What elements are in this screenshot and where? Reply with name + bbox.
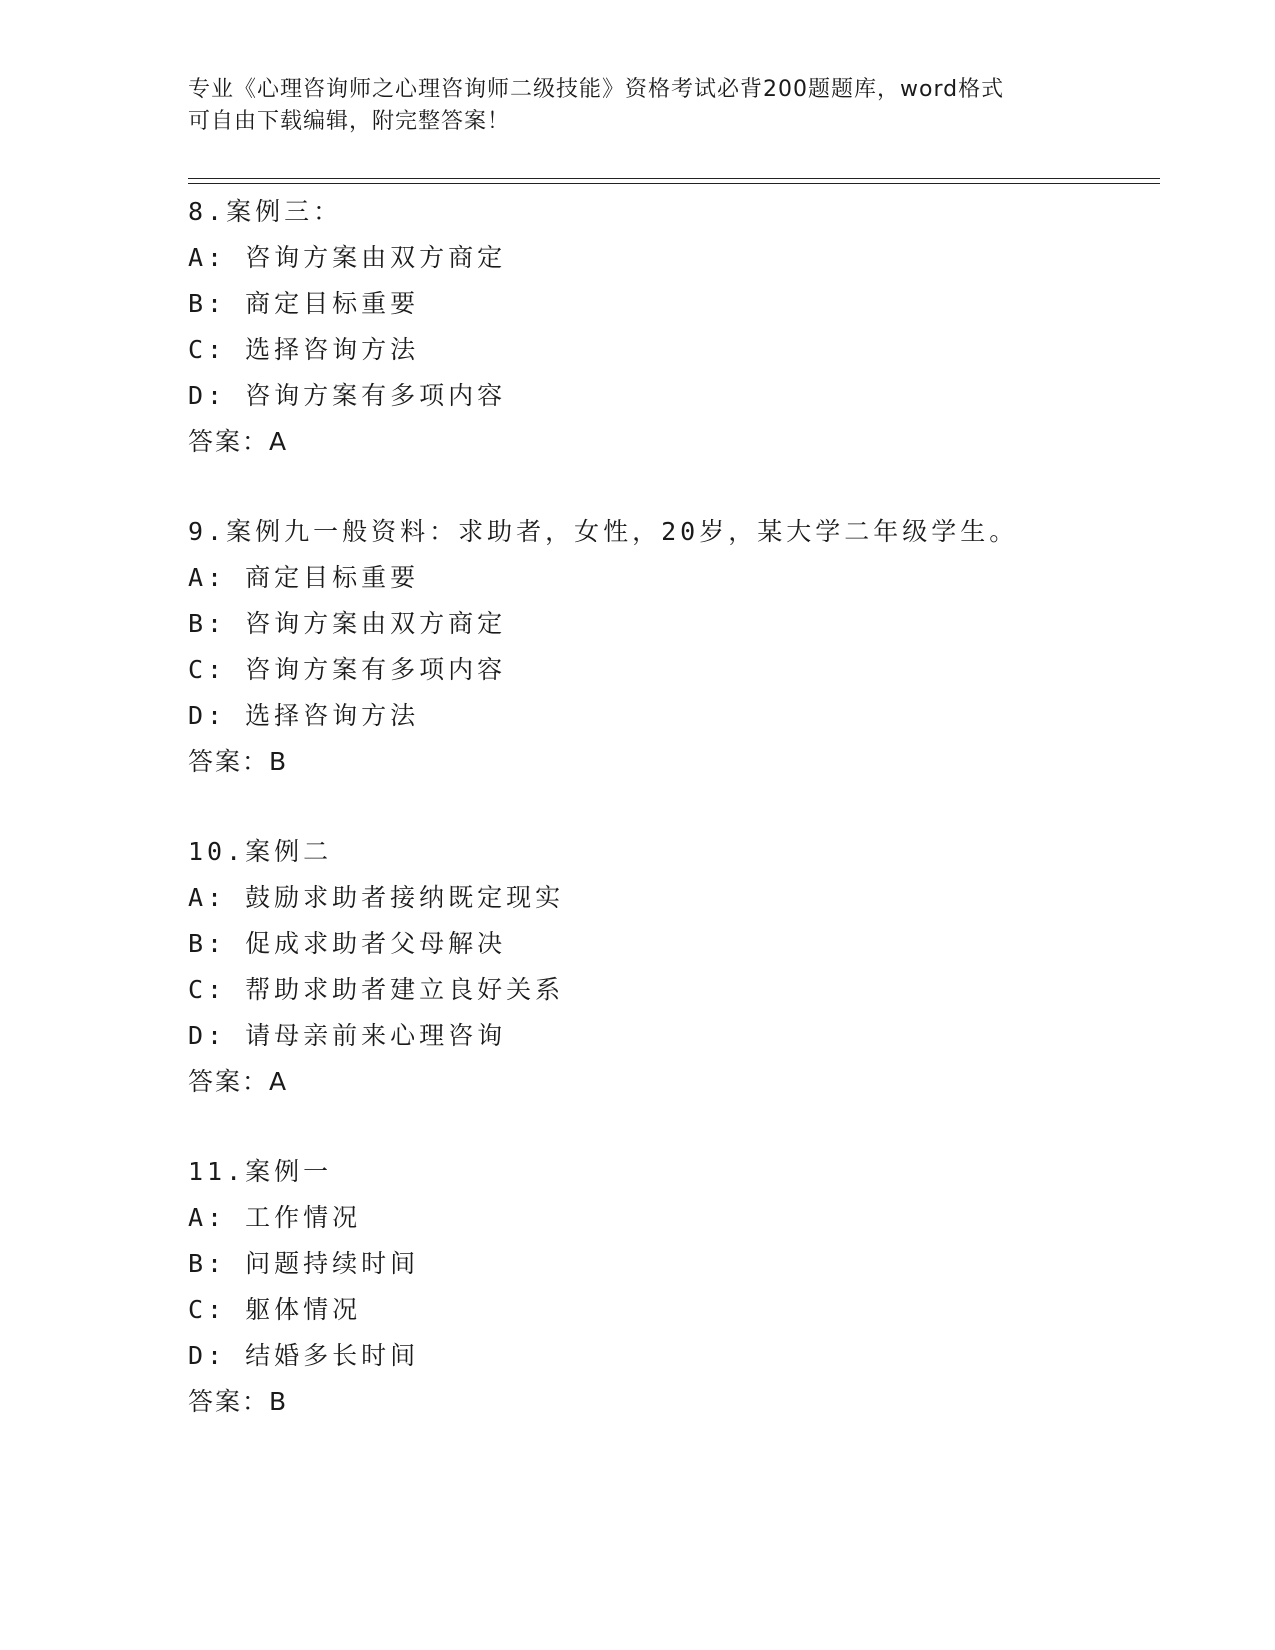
question-stem: 11.案例一 [188, 1157, 333, 1186]
option-a: A: 商定目标重要 [188, 563, 420, 592]
answer-line: 答案：A [188, 1067, 289, 1096]
option-c: C: 躯体情况 [188, 1295, 362, 1324]
header-line-2: 可自由下载编辑，附完整答案！ [188, 109, 511, 134]
option-b: B: 促成求助者父母解决 [188, 929, 507, 958]
option-b: B: 商定目标重要 [188, 289, 420, 318]
option-d: D: 结婚多长时间 [188, 1341, 420, 1370]
question-stem: 9.案例九一般资料：求助者，女性，20岁，某大学二年级学生。 [188, 517, 1019, 546]
question-stem: 8.案例三： [188, 197, 343, 226]
answer-line: 答案：A [188, 427, 289, 456]
question-stem: 10.案例二 [188, 837, 333, 866]
header-line-1: 专业《心理咨询师之心理咨询师二级技能》资格考试必背200题题库，word格式 [188, 77, 1005, 102]
option-c: C: 帮助求助者建立良好关系 [188, 975, 565, 1004]
option-a: A: 咨询方案由双方商定 [188, 243, 507, 272]
question-11 [188, 1149, 1148, 1425]
header-divider-bottom [188, 183, 1160, 184]
option-d: D: 选择咨询方法 [188, 701, 420, 730]
option-d: D: 请母亲前来心理咨询 [188, 1021, 507, 1050]
option-a: A: 鼓励求助者接纳既定现实 [188, 883, 565, 912]
question-8 [188, 189, 1148, 465]
question-9 [188, 509, 1148, 785]
answer-line: 答案：B [188, 747, 289, 776]
option-c: C: 选择咨询方法 [188, 335, 420, 364]
option-b: B: 问题持续时间 [188, 1249, 420, 1278]
option-c: C: 咨询方案有多项内容 [188, 655, 507, 684]
option-b: B: 咨询方案由双方商定 [188, 609, 507, 638]
header-divider-top [188, 178, 1160, 179]
document-header [188, 74, 1088, 138]
answer-line: 答案：B [188, 1387, 289, 1416]
option-d: D: 咨询方案有多项内容 [188, 381, 507, 410]
question-10 [188, 829, 1148, 1105]
option-a: A: 工作情况 [188, 1203, 362, 1232]
